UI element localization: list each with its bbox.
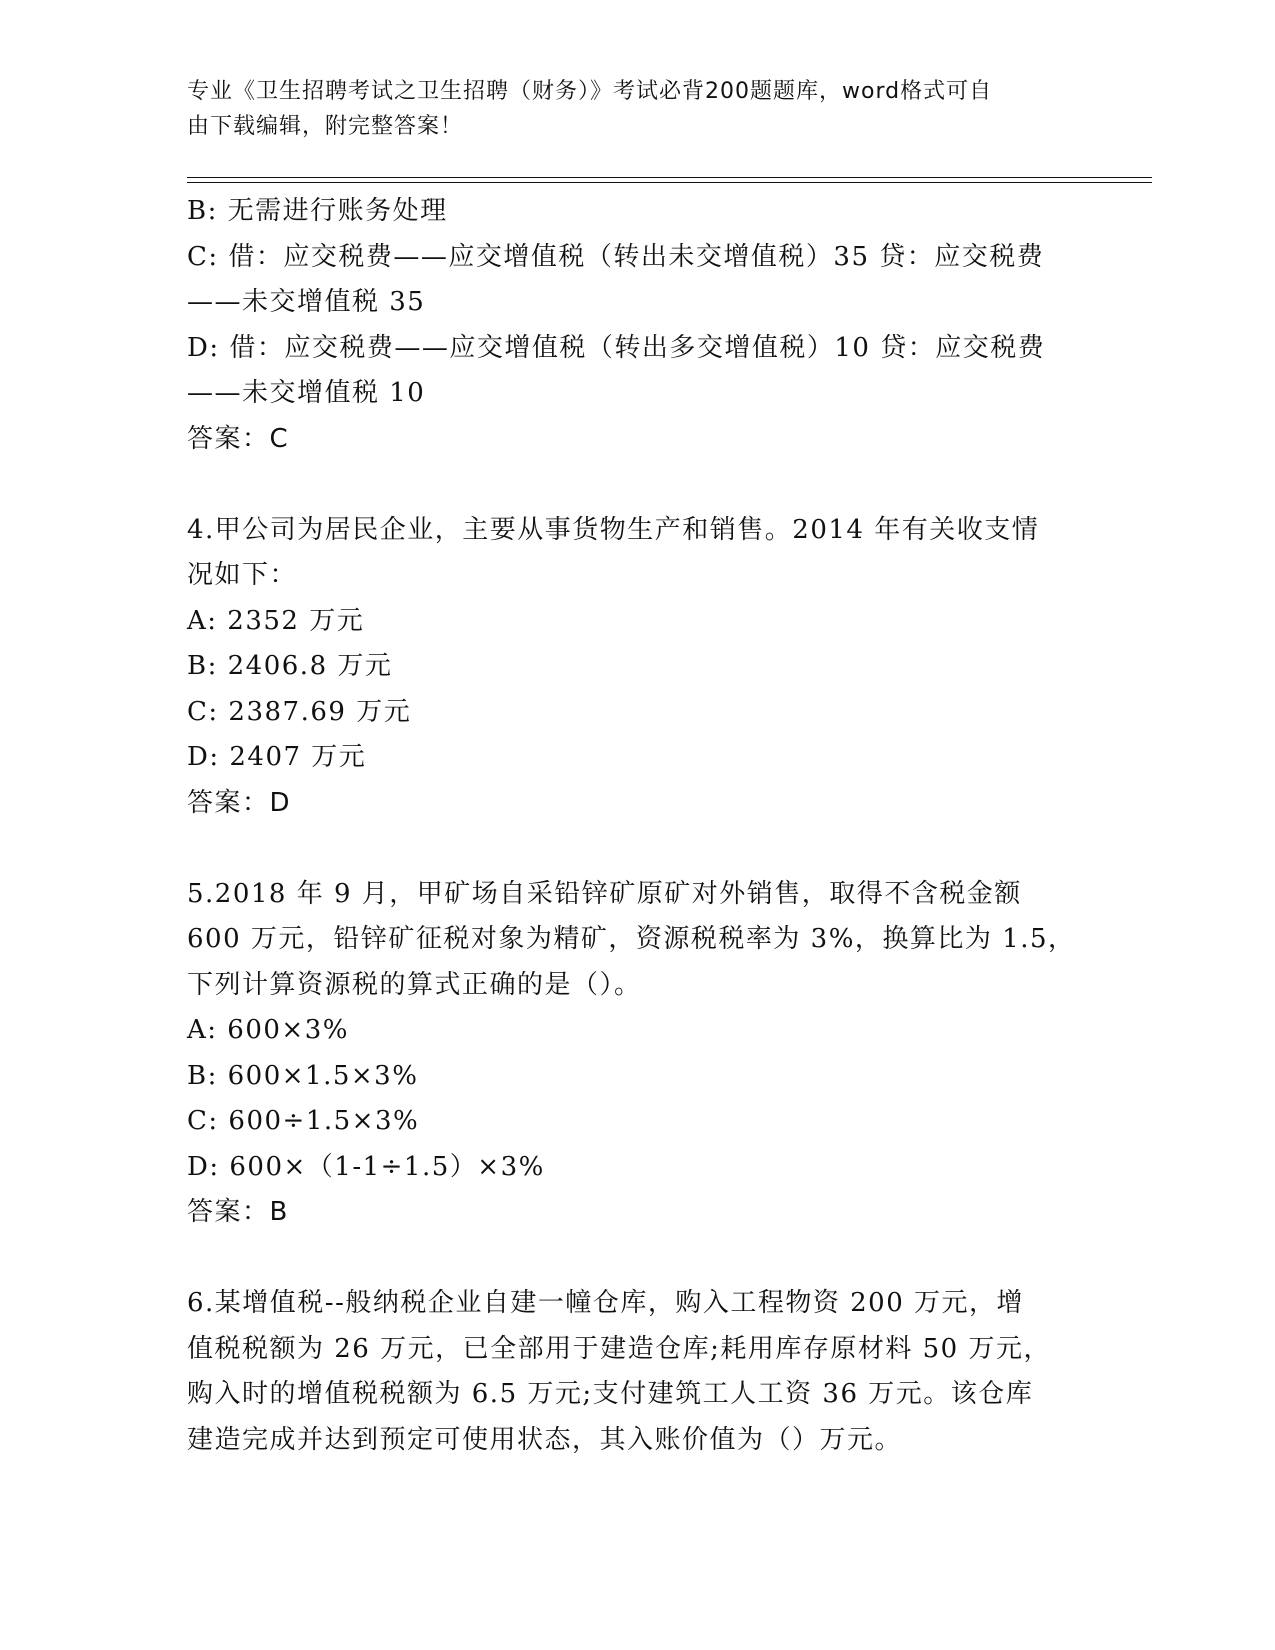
option-c-continued: ——未交增值税 35 <box>187 287 426 317</box>
header-line-2: 由下载编辑，附完整答案！ <box>187 114 464 139</box>
spacer <box>187 462 1087 508</box>
answer: 答案：C <box>187 423 290 454</box>
option-d: D: 2407 万元 <box>187 742 367 772</box>
question-stem-continued: 建造完成并达到预定可使用状态，其入账价值为（）万元。 <box>187 1424 903 1455</box>
question-4 <box>187 508 1087 827</box>
question-stem-continued: 购入时的增值税税额为 6.5 万元;支付建筑工人工资 36 万元。该仓库 <box>187 1379 1034 1409</box>
option-c: C: 600÷1.5×3% <box>187 1106 420 1136</box>
option-c: C: 2387.69 万元 <box>187 696 412 727</box>
question-stem: 6.某增值税--般纳税企业自建一幢仓库，购入工程物资 200 万元，增 <box>187 1288 1025 1318</box>
answer: 答案：D <box>187 787 292 818</box>
option-b: B: 2406.8 万元 <box>187 651 393 681</box>
question-stem-continued: 600 万元，铅锌矿征税对象为精矿，资源税税率为 3%，换算比为 1.5， <box>187 924 1076 954</box>
option-d: D: 600×（1-1÷1.5）×3% <box>187 1151 545 1182</box>
question-5 <box>187 872 1087 1236</box>
spacer <box>187 826 1087 872</box>
header-rule-bottom <box>187 182 1152 183</box>
option-b: B: 无需进行账务处理 <box>187 196 448 226</box>
question-stem-continued: 下列计算资源税的算式正确的是（）。 <box>187 969 642 1000</box>
option-d: D: 借：应交税费——应交增值税（转出多交增值税）10 贷：应交税费 <box>187 332 1046 363</box>
header-rule-top <box>187 177 1152 178</box>
question-stem: 5.2018 年 9 月，甲矿场自采铅锌矿原矿对外销售，取得不含税金额 <box>187 878 1022 909</box>
option-c: C: 借：应交税费——应交增值税（转出未交增值税）35 贷：应交税费 <box>187 241 1045 272</box>
question-stem-continued: 况如下： <box>187 560 298 590</box>
option-a: A: 600×3% <box>187 1015 349 1045</box>
option-d-continued: ——未交增值税 10 <box>187 378 426 408</box>
question-6 <box>187 1281 1087 1463</box>
question-3 <box>187 189 1087 462</box>
question-stem-continued: 值税税额为 26 万元，已全部用于建造仓库;耗用库存原材料 50 万元， <box>187 1333 1051 1364</box>
document-header <box>187 74 1067 144</box>
option-a: A: 2352 万元 <box>187 605 365 636</box>
document-body <box>187 189 1087 1463</box>
option-b: B: 600×1.5×3% <box>187 1060 419 1091</box>
spacer <box>187 1236 1087 1282</box>
header-line-1: 专业《卫生招聘考试之卫生招聘（财务）》考试必背200题题库，word格式可自 <box>187 79 993 104</box>
answer: 答案：B <box>187 1197 289 1227</box>
question-stem: 4.甲公司为居民企业，主要从事货物生产和销售。2014 年有关收支情 <box>187 514 1040 545</box>
